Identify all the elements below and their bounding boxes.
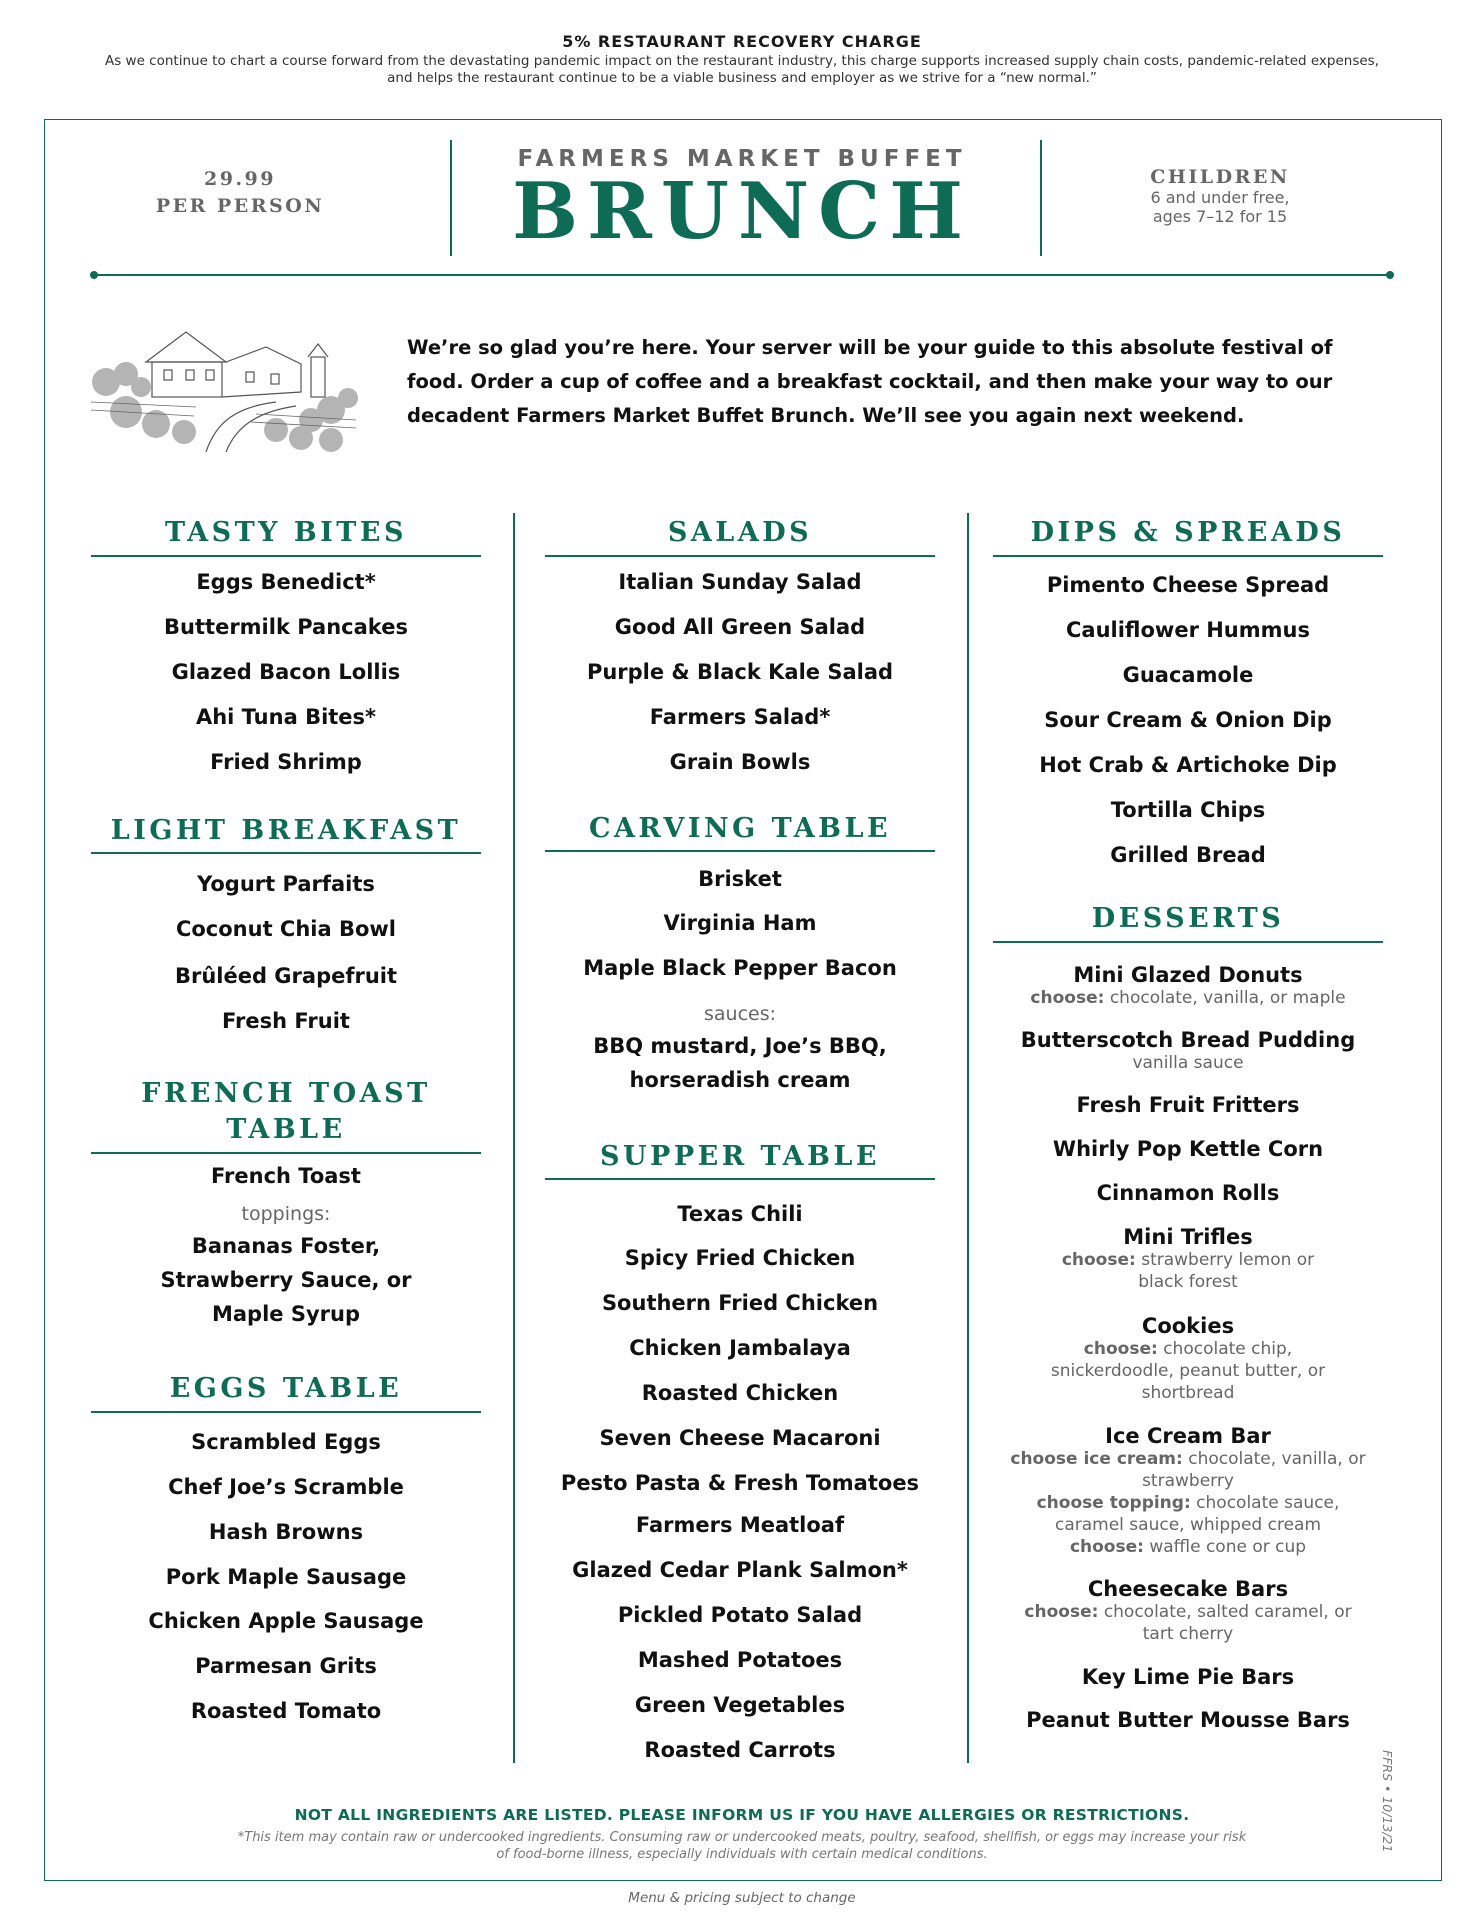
recovery-title: 5% RESTAURANT RECOVERY CHARGE	[562, 32, 922, 51]
menu-item: Coconut Chia Bowl	[175, 917, 397, 941]
menu-item: Guacamole	[1122, 663, 1254, 687]
menu-item: Roasted Chicken	[641, 1381, 839, 1405]
note-text: chocolate, vanilla, or	[1188, 1449, 1366, 1469]
heading-underline	[545, 1178, 935, 1180]
choose-label: choose:	[1061, 1250, 1136, 1270]
menu-title	[460, 146, 1024, 257]
menu-item: Roasted Tomato	[190, 1699, 382, 1723]
heading-carving-table: CARVING TABLE	[588, 813, 892, 844]
menu-item: Parmesan Grits	[195, 1654, 377, 1678]
heading-underline	[545, 850, 935, 852]
heading-underline	[91, 852, 481, 854]
heading-dips-spreads: DIPS & SPREADS	[1030, 517, 1346, 548]
header-divider	[94, 274, 1390, 276]
sauce-line: BBQ mustard, Joe’s BBQ,	[593, 1034, 887, 1058]
menu-item: Southern Fried Chicken	[601, 1291, 879, 1315]
item-note	[993, 1492, 1383, 1514]
price-block	[120, 166, 360, 220]
children-line-1: 6 and under free,	[1150, 188, 1290, 207]
heading-underline	[91, 1152, 481, 1154]
recovery-body: As we continue to chart a course forward from the devastating pandemic impact on the restaurant industry, this charge supports increased supply chain costs, pandemic-related expenses, and helps the restaurant continue to be a viable business and employer as we strive for a “new normal.”	[104, 53, 1380, 86]
menu-title-brunch: BRUNCH	[512, 166, 972, 257]
menu-item: Glazed Bacon Lollis	[171, 660, 401, 684]
note-text: chocolate, vanilla, or maple	[1109, 988, 1346, 1008]
menu-item: Grain Bowls	[669, 750, 811, 774]
menu-item: Mini Glazed Donuts	[1073, 963, 1303, 987]
item-note	[993, 1601, 1383, 1623]
menu-code: FFRS • 10/13/21	[1380, 1750, 1395, 1853]
menu-item: Brisket	[698, 867, 782, 891]
choose-label: choose:	[1030, 988, 1105, 1008]
divider-dot-right	[1386, 271, 1394, 279]
choose-label: choose:	[1083, 1339, 1158, 1359]
item-note: black forest	[1138, 1272, 1238, 1292]
menu-item: Purple & Black Kale Salad	[586, 660, 894, 684]
item-note: tart cherry	[1142, 1624, 1234, 1644]
menu-item: Mini Trifles	[1123, 1225, 1253, 1249]
children-line-2: ages 7–12 for 15	[1152, 207, 1288, 226]
allergy-notice: NOT ALL INGREDIENTS ARE LISTED. PLEASE INFORM US IF YOU HAVE ALLERGIES OR RESTRICTIONS.	[294, 1806, 1190, 1824]
menu-item: Ice Cream Bar	[1105, 1424, 1271, 1448]
menu-item: Pork Maple Sausage	[165, 1565, 407, 1589]
heading-supper-table: SUPPER TABLE	[599, 1141, 881, 1172]
note-text: chocolate chip,	[1163, 1339, 1293, 1359]
heading-underline	[545, 555, 935, 557]
per-person: PER PERSON	[155, 195, 325, 217]
header-divider-right	[1040, 140, 1042, 256]
menu-item: French Toast	[211, 1164, 361, 1188]
choose-label: choose:	[1024, 1602, 1099, 1622]
sauces-label: sauces:	[703, 1003, 777, 1025]
item-note	[993, 1448, 1383, 1470]
item-note: caramel sauce, whipped cream	[1054, 1515, 1321, 1535]
menu-item: Whirly Pop Kettle Corn	[1052, 1137, 1324, 1161]
menu-item: Cauliflower Hummus	[1066, 618, 1310, 642]
menu-item: Chef Joe’s Scramble	[168, 1475, 404, 1499]
pricing-note: Menu & pricing subject to change	[628, 1890, 856, 1906]
raw-food-disclaimer	[150, 1829, 1334, 1863]
choose-label: choose topping:	[1036, 1493, 1191, 1513]
heading-desserts: DESSERTS	[1091, 903, 1285, 934]
menu-item: Cookies	[1141, 1314, 1235, 1338]
menu-item: Glazed Cedar Plank Salmon*	[572, 1558, 908, 1582]
disclaimer-line-2: of food-borne illness, especially individuals with certain medical conditions.	[496, 1847, 988, 1862]
menu-item: Hash Browns	[208, 1520, 364, 1544]
item-note: shortbread	[1141, 1383, 1235, 1403]
disclaimer-line-1: *This item may contain raw or undercooked ingredients. Consuming raw or undercooked meats, poultry, seafood, shellfish, or eggs may increase your risk	[237, 1830, 1247, 1845]
choose-label: choose ice cream:	[1010, 1449, 1183, 1469]
menu-item: Butterscotch Bread Pudding	[1020, 1028, 1356, 1052]
menu-item: Key Lime Pie Bars	[1081, 1665, 1295, 1689]
topping-line: Strawberry Sauce, or	[160, 1268, 412, 1292]
children-pricing	[1100, 166, 1340, 226]
menu-item: Good All Green Salad	[614, 615, 866, 639]
header-divider-left	[450, 140, 452, 256]
toppings-label: toppings:	[241, 1203, 331, 1225]
menu-subtitle: FARMERS MARKET BUFFET	[517, 146, 967, 172]
heading-underline	[993, 555, 1383, 557]
menu-item: Cheesecake Bars	[1087, 1577, 1289, 1601]
menu-item: Seven Cheese Macaroni	[599, 1426, 881, 1450]
heading-tasty-bites: TASTY BITES	[165, 517, 407, 548]
item-note	[993, 1338, 1383, 1360]
menu-item: Brûléed Grapefruit	[174, 964, 398, 988]
menu-item: Peanut Butter Mousse Bars	[1026, 1708, 1350, 1732]
heading-light-breakfast: LIGHT BREAKFAST	[110, 815, 462, 846]
menu-item: Cinnamon Rolls	[1096, 1181, 1280, 1205]
topping-line: Maple Syrup	[211, 1302, 360, 1326]
menu-item: Italian Sunday Salad	[618, 570, 862, 594]
sauce-line: horseradish cream	[629, 1068, 851, 1092]
column-divider-2	[967, 513, 969, 1763]
note-text: waffle cone or cup	[1149, 1537, 1307, 1557]
topping-line: Bananas Foster,	[191, 1234, 381, 1258]
menu-item: Tortilla Chips	[1110, 798, 1266, 822]
note-text: chocolate sauce,	[1196, 1493, 1340, 1513]
menu-item: Chicken Jambalaya	[629, 1336, 851, 1360]
menu-item: Maple Black Pepper Bacon	[583, 956, 897, 980]
menu-item: Pesto Pasta & Fresh Tomatoes	[560, 1471, 920, 1495]
menu-item: Spicy Fried Chicken	[624, 1246, 856, 1270]
menu-item: Roasted Carrots	[644, 1738, 836, 1762]
heading-salads: SALADS	[667, 517, 813, 548]
heading-french-toast-line-2: TABLE	[226, 1114, 346, 1145]
menu-item: Green Vegetables	[634, 1693, 846, 1717]
menu-item: Grilled Bread	[1110, 843, 1266, 867]
menu-item: Sour Cream & Onion Dip	[1044, 708, 1332, 732]
menu-item: Pimento Cheese Spread	[1046, 573, 1330, 597]
item-note: vanilla sauce	[1132, 1053, 1244, 1073]
note-text: chocolate, salted caramel, or	[1103, 1602, 1352, 1622]
menu-item: Buttermilk Pancakes	[164, 615, 408, 639]
heading-french-toast: FRENCH TOAST	[141, 1078, 431, 1109]
menu-item: Hot Crab & Artichoke Dip	[1039, 753, 1337, 777]
menu-item: Fried Shrimp	[210, 750, 362, 774]
choose-label: choose:	[1069, 1537, 1144, 1557]
menu-item: Scrambled Eggs	[191, 1430, 381, 1454]
note-text: strawberry lemon or	[1141, 1250, 1315, 1270]
item-note	[993, 987, 1383, 1009]
menu-item: Farmers Meatloaf	[635, 1513, 845, 1537]
welcome-message: We’re so glad you’re here. Your server will be your guide to this absolute festival of food. Order a cup of coffee and a breakfast cocktail, and then make your way to our decadent Farmers Market Buffet Brunch. We’ll see you again next weekend.	[407, 336, 1333, 427]
item-note	[993, 1249, 1383, 1271]
item-note: snickerdoodle, peanut butter, or	[1050, 1361, 1326, 1381]
column-divider-1	[513, 513, 515, 1763]
item-note: strawberry	[1142, 1471, 1234, 1491]
recovery-notice	[100, 32, 1384, 87]
price: 29.99	[204, 168, 276, 190]
menu-item: Chicken Apple Sausage	[148, 1609, 424, 1633]
menu-item: Fresh Fruit	[222, 1009, 350, 1033]
menu-item: Texas Chili	[677, 1202, 803, 1226]
heading-underline	[993, 941, 1383, 943]
item-note	[993, 1536, 1383, 1558]
children-title: CHILDREN	[1150, 166, 1290, 188]
menu-item: Eggs Benedict*	[196, 570, 376, 594]
heading-underline	[91, 555, 481, 557]
menu-item: Pickled Potato Salad	[617, 1603, 863, 1627]
heading-underline	[91, 1411, 481, 1413]
menu-item: Yogurt Parfaits	[197, 872, 375, 896]
menu-item: Mashed Potatoes	[637, 1648, 843, 1672]
menu-item: Farmers Salad*	[649, 705, 831, 729]
menu-item: Fresh Fruit Fritters	[1076, 1093, 1300, 1117]
heading-eggs-table: EGGS TABLE	[169, 1373, 403, 1404]
menu-item: Virginia Ham	[663, 911, 817, 935]
farmhouse-illustration-icon	[86, 302, 362, 452]
menu-item: Ahi Tuna Bites*	[195, 705, 377, 729]
